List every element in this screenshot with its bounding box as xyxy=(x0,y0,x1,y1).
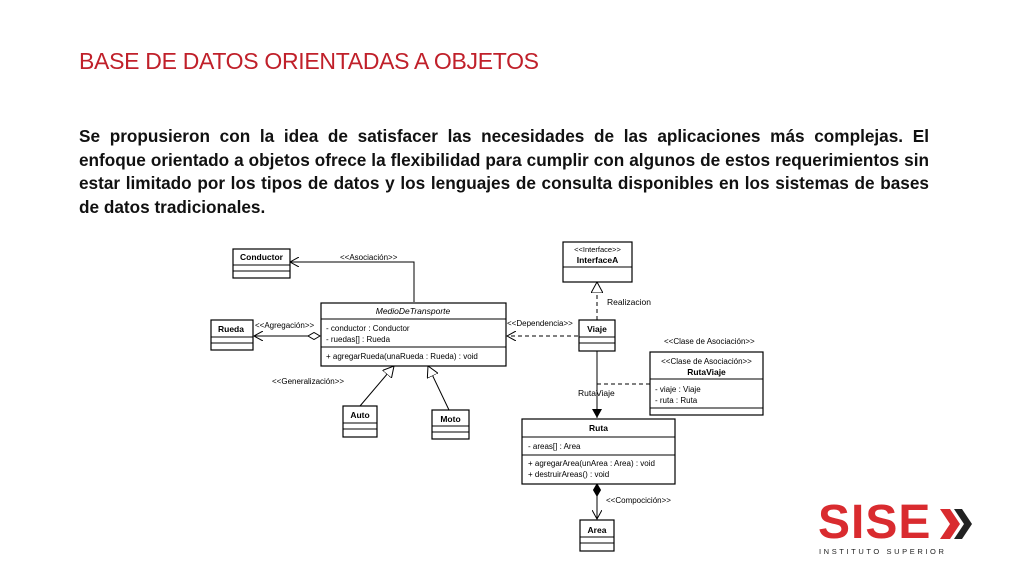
logo-subtitle: INSTITUTO SUPERIOR xyxy=(819,547,947,556)
class-name: Ruta xyxy=(589,423,608,433)
chevron-right-icon xyxy=(938,507,974,541)
ruta-viaje-label: RutaViaje xyxy=(578,388,615,398)
class-name: Viaje xyxy=(587,324,607,334)
class-name: Area xyxy=(587,525,607,535)
association-label: <<Asociación>> xyxy=(340,253,398,262)
class-attribute: - ruta : Ruta xyxy=(655,396,698,405)
class-operation: + destruirAreas() : void xyxy=(528,470,610,479)
class-name: RutaViaje xyxy=(687,367,726,377)
sise-logo xyxy=(814,496,974,559)
class-attribute: - viaje : Viaje xyxy=(655,385,701,394)
class-area xyxy=(580,520,614,551)
slide-body-text: Se propusieron con la idea de satisfacer las necesidades de las aplicaciones más complejas. El enfoque orientado a objetos ofrece la flexibilidad para cumplir con algunos de estos requerimientos sin estar limitado por los tipos de datos y los lenguajes de consulta disponibles en los sistemas de bases de datos tradicionales. xyxy=(79,126,929,217)
class-auto xyxy=(343,406,377,437)
class-name: Moto xyxy=(440,414,461,424)
class-interface-a xyxy=(563,242,632,282)
generalization-label: <<Generalización>> xyxy=(272,377,345,386)
class-operation: + agregarArea(unArea : Area) : void xyxy=(528,459,655,468)
slide-title: BASE DE DATOS ORIENTADAS A OBJETOS xyxy=(79,48,539,74)
association-line xyxy=(290,262,414,302)
association-class-label: <<Clase de Asociación>> xyxy=(664,337,755,346)
composition-label: <<Compocición>> xyxy=(606,496,671,505)
class-name: MedioDeTransporte xyxy=(375,306,451,316)
class-moto xyxy=(432,410,469,439)
generalization-line-moto xyxy=(428,366,449,410)
class-attribute: - conductor : Conductor xyxy=(326,324,410,333)
realization-label: Realizacion xyxy=(607,297,651,307)
class-attribute: - ruedas[] : Rueda xyxy=(326,335,391,344)
class-attribute: - areas[] : Area xyxy=(528,442,581,451)
class-viaje xyxy=(579,320,615,351)
class-stereotype: <<Clase de Asociación>> xyxy=(661,357,752,366)
class-ruta xyxy=(522,419,675,484)
logo-wordmark: SISE xyxy=(818,496,932,549)
class-medio-de-transporte xyxy=(321,303,506,366)
class-name: Conductor xyxy=(240,252,283,262)
class-rueda xyxy=(211,320,253,350)
class-stereotype: <<Interface>> xyxy=(574,245,621,254)
class-conductor xyxy=(233,249,290,278)
generalization-line-auto xyxy=(360,366,394,406)
class-name: InterfaceA xyxy=(576,255,619,265)
class-name: Rueda xyxy=(218,324,244,334)
class-name: Auto xyxy=(350,410,370,420)
class-ruta-viaje xyxy=(650,352,763,415)
class-operation: + agregarRueda(unaRueda : Rueda) : void xyxy=(326,352,478,361)
dependency-label: <<Dependencia>> xyxy=(507,319,573,328)
aggregation-label: <<Agregación>> xyxy=(255,321,315,330)
